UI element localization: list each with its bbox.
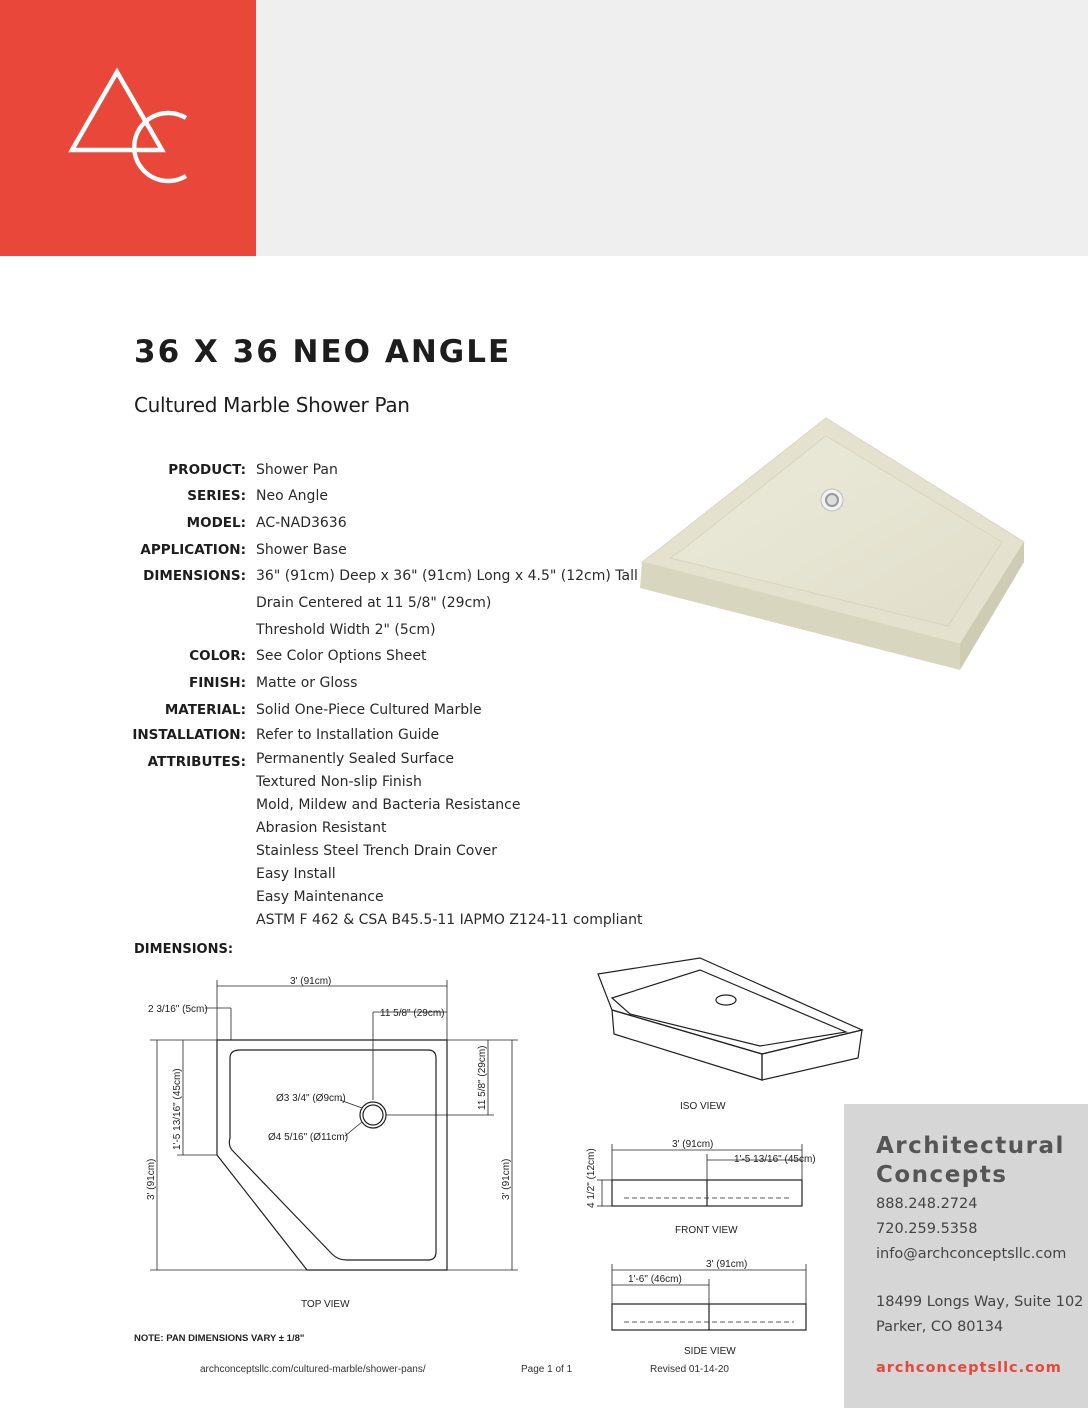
spec-value: Textured Non-slip Finish [256,774,422,790]
company-name [876,1132,1065,1190]
page-subtitle: Cultured Marble Shower Pan [134,393,410,417]
spec-value: Drain Centered at 11 5/8" (29cm) [256,595,492,611]
side-width-label: 3' (91cm) [706,1259,748,1270]
spec-row-color [134,644,614,668]
spec-label: MODEL: [186,515,246,531]
right-total-label: 3' (91cm) [501,1158,512,1200]
company-name-line-1: Architectural [876,1133,1065,1159]
spec-value: Refer to Installation Guide [256,727,440,743]
spec-row-attribute [134,885,614,909]
spec-value: Abrasion Resistant [256,820,387,836]
spec-row-attribute [134,770,614,794]
address-line-2: Parker, CO 80134 [876,1319,1004,1335]
dimensions-note: NOTE: PAN DIMENSIONS VARY ± 1/8" [134,1333,305,1344]
spec-value: Shower Base [256,542,347,558]
spec-label: ATTRIBUTES: [147,754,246,770]
phone-2[interactable]: 720.259.5358 [876,1221,978,1237]
front-width-label: 3' (91cm) [672,1139,714,1150]
spec-value: Stainless Steel Trench Drain Cover [256,843,497,859]
spec-label: PRODUCT: [168,462,246,478]
email-link[interactable]: info@archconceptsllc.com [876,1246,1067,1262]
footer-revised: Revised 01-14-20 [650,1364,729,1375]
spec-row-application [134,538,614,562]
spec-value: See Color Options Sheet [256,648,427,664]
spec-row-attribute [134,793,614,817]
spec-row-series [134,484,614,508]
ac-logo [0,0,256,256]
spec-value: Neo Angle [256,488,328,504]
page-title: 36 X 36 NEO ANGLE [134,334,512,370]
spec-row-attribute [134,862,614,886]
spec-row-dimensions-3 [134,618,614,642]
footer-url[interactable]: archconceptsllc.com/cultured-marble/shower-pans/ [200,1364,426,1375]
spec-value: Easy Maintenance [256,889,384,905]
front-height-label: 4 1/2" (12cm) [586,1148,597,1208]
spec-value: Easy Install [256,866,336,882]
top-view-caption: TOP VIEW [301,1299,350,1310]
drain-offset-side-label: 11 5/8" (29cm) [477,1045,488,1110]
spec-row-material [134,698,614,722]
company-name-line-2: Concepts [876,1162,1008,1188]
spec-row-dimensions [134,564,638,588]
footer-page: Page 1 of 1 [521,1364,573,1375]
address-line-1: 18499 Longs Way, Suite 102 [876,1294,1084,1310]
website-link[interactable]: archconceptsllc.com [876,1360,1062,1376]
left-partial-label: 1'-5 13/16" (45cm) [172,1068,183,1150]
spec-value: Matte or Gloss [256,675,358,691]
spec-row-product [134,458,614,482]
spec-label: COLOR: [189,648,246,664]
spec-label: MATERIAL: [164,702,246,718]
spec-row-attribute [134,816,614,840]
spec-value: 36" (91cm) Deep x 36" (91cm) Long x 4.5" (12cm) Tall [256,568,638,584]
phone-1[interactable]: 888.248.2724 [876,1196,978,1212]
dimensions-heading: DIMENSIONS: [134,942,234,957]
spec-row-finish [134,671,614,695]
spec-row-attribute [134,908,643,932]
iso-view-drawing [598,958,862,1080]
top-view-drawing [150,980,518,1270]
spec-label: DIMENSIONS: [143,568,246,584]
iso-view-caption: ISO VIEW [680,1101,726,1112]
threshold-label: 2 3/16" (5cm) [148,1004,208,1015]
spec-value: Solid One-Piece Cultured Marble [256,702,482,718]
spec-row-attribute [134,839,614,863]
spec-value: Threshold Width 2" (5cm) [256,622,436,638]
spec-value: Mold, Mildew and Bacteria Resistance [256,797,521,813]
drain-offset-label: 11 5/8" (29cm) [380,1008,445,1019]
spec-row-dimensions-2 [134,591,614,615]
spec-label: INSTALLATION: [132,727,246,743]
logo-block [0,0,256,256]
front-partial-label: 1'-5 13/16" (45cm) [734,1154,816,1165]
drain-outer-label: Ø4 5/16" (Ø11cm) [268,1132,349,1143]
spec-row-attributes [134,747,614,771]
spec-value: Shower Pan [256,462,338,478]
side-view-caption: SIDE VIEW [684,1346,736,1357]
spec-label: FINISH: [189,675,246,691]
spec-row-model [134,511,614,535]
spec-label: SERIES: [187,488,246,504]
top-view-width-label: 3' (91cm) [290,976,332,987]
front-view-drawing [597,1144,802,1206]
spec-label: APPLICATION: [140,542,246,558]
side-partial-label: 1'-6" (46cm) [628,1274,682,1285]
spec-value: ASTM F 462 & CSA B45.5-11 IAPMO Z124-11 compliant [256,912,643,928]
spec-row-installation [134,723,614,747]
drain-inner-label: Ø3 3/4" (Ø9cm) [276,1093,346,1104]
spec-value: AC-NAD3636 [256,515,347,531]
left-total-label: 3' (91cm) [146,1158,157,1200]
contact-panel [844,1104,1088,1408]
front-view-caption: FRONT VIEW [675,1225,738,1236]
side-view-drawing [612,1264,806,1330]
spec-value: Permanently Sealed Surface [256,751,455,767]
product-photo [630,412,1040,702]
